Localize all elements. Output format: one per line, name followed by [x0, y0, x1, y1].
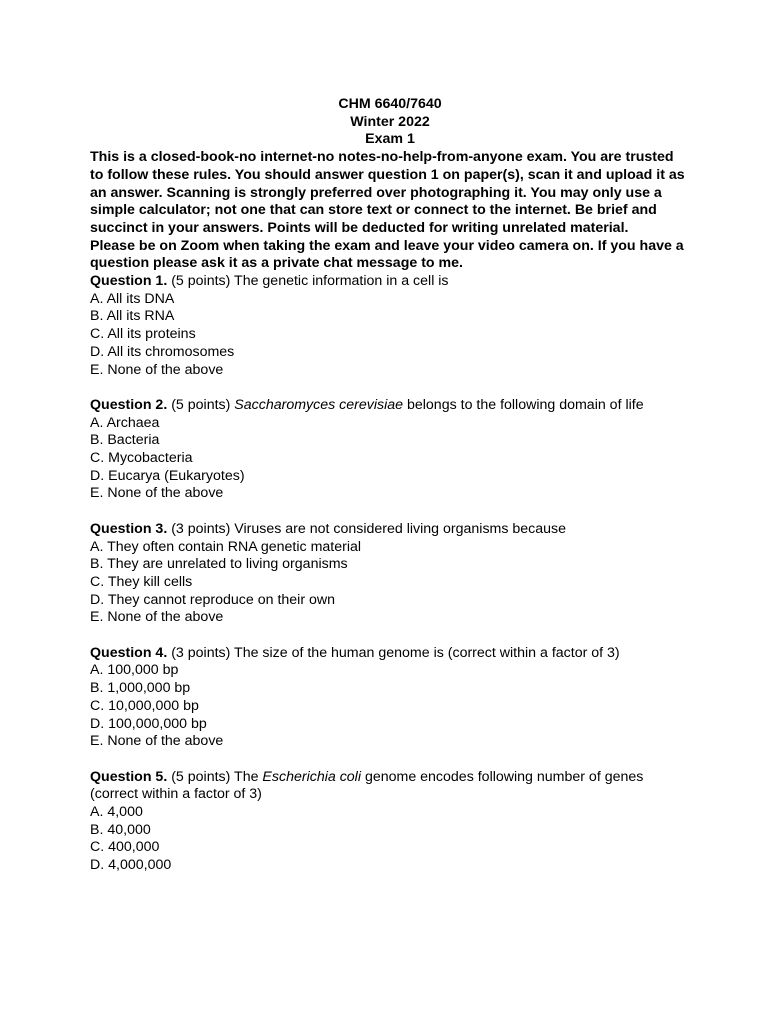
term-title: Winter 2022 [350, 113, 430, 130]
question-3-option-c: C. They kill cells [90, 573, 193, 590]
question-5 [90, 769, 690, 875]
exam-title: Exam 1 [365, 131, 415, 148]
question-5-option-c: C. 400,000 [90, 839, 160, 856]
spacer [90, 503, 690, 521]
question-1 [90, 273, 690, 379]
question-5-organism: Escherichia coli [262, 768, 361, 785]
question-4-option-a: A. 100,000 bp [90, 662, 179, 679]
question-2-option-c: C. Mycobacteria [90, 450, 193, 467]
question-1-option-c: C. All its proteins [90, 326, 196, 343]
question-2-option-e: E. None of the above [90, 485, 224, 502]
question-4-option-b: B. 1,000,000 bp [90, 680, 191, 697]
question-4-text: (3 points) The size of the human genome is (correct within a factor of 3) [167, 644, 620, 661]
spacer [90, 627, 690, 645]
question-4-label: Question 4. [90, 644, 168, 661]
exam-rules: This is a closed-book-no internet-no notes-no-help-from-anyone exam. You are trusted to follow these rules. You should answer question 1 on paper(s), scan it and upload it as an answer. Scanning is strongly preferred over photographing it. You may only use a simple calculator; not one that can store text or connect to the internet. Be brief and succinct in your answers. Points will be deducted for writing unrelated material. [90, 149, 685, 236]
question-5-option-a: A. 4,000 [90, 804, 143, 821]
question-4-stem [90, 645, 690, 663]
question-2-option-a: A. Archaea [90, 414, 160, 431]
question-1-option-d: D. All its chromosomes [90, 343, 235, 360]
question-3-option-b: B. They are unrelated to living organisms [90, 556, 348, 573]
question-4 [90, 645, 690, 751]
question-4-option-d: D. 100,000,000 bp [90, 715, 207, 732]
question-2-option-d: D. Eucarya (Eukaryotes) [90, 467, 245, 484]
question-1-option-e: E. None of the above [90, 361, 224, 378]
question-5-points: (5 points) The [167, 768, 263, 785]
exam-page [90, 96, 690, 875]
question-3-option-a: A. They often contain RNA genetic material [90, 538, 362, 555]
spacer [90, 379, 690, 397]
zoom-instructions: Please be on Zoom when taking the exam and leave your video camera on. If you have a question please ask it as a private chat message to me. [90, 237, 684, 272]
question-5-text: genome encodes following number of genes (correct within a factor of 3) [90, 768, 644, 803]
course-title: CHM 6640/7640 [338, 96, 442, 112]
question-3 [90, 521, 690, 627]
question-2 [90, 397, 690, 503]
question-2-label: Question 2. [90, 396, 168, 413]
question-2-organism: Saccharomyces cerevisiae [234, 396, 404, 413]
question-3-stem [90, 521, 690, 539]
question-5-label: Question 5. [90, 768, 168, 785]
question-3-text: (3 points) Viruses are not considered living organisms because [167, 520, 567, 537]
question-2-stem [90, 397, 690, 415]
question-1-stem [90, 273, 690, 291]
question-5-option-d: D. 4,000,000 [90, 857, 172, 874]
question-5-stem [90, 769, 690, 804]
question-5-option-b: B. 40,000 [90, 821, 151, 838]
question-4-option-c: C. 10,000,000 bp [90, 697, 199, 714]
spacer [90, 751, 690, 769]
question-1-option-b: B. All its RNA [90, 308, 175, 325]
question-3-option-e: E. None of the above [90, 609, 224, 626]
question-1-text: (5 points) The genetic information in a cell is [167, 273, 449, 290]
question-1-option-a: A. All its DNA [90, 290, 175, 307]
question-2-text: belongs to the following domain of life [403, 396, 644, 413]
question-2-points: (5 points) [167, 396, 235, 413]
question-4-option-e: E. None of the above [90, 733, 224, 750]
question-2-option-b: B. Bacteria [90, 432, 160, 449]
question-3-option-d: D. They cannot reproduce on their own [90, 591, 336, 608]
question-3-label: Question 3. [90, 520, 168, 537]
question-1-label: Question 1. [90, 273, 168, 290]
